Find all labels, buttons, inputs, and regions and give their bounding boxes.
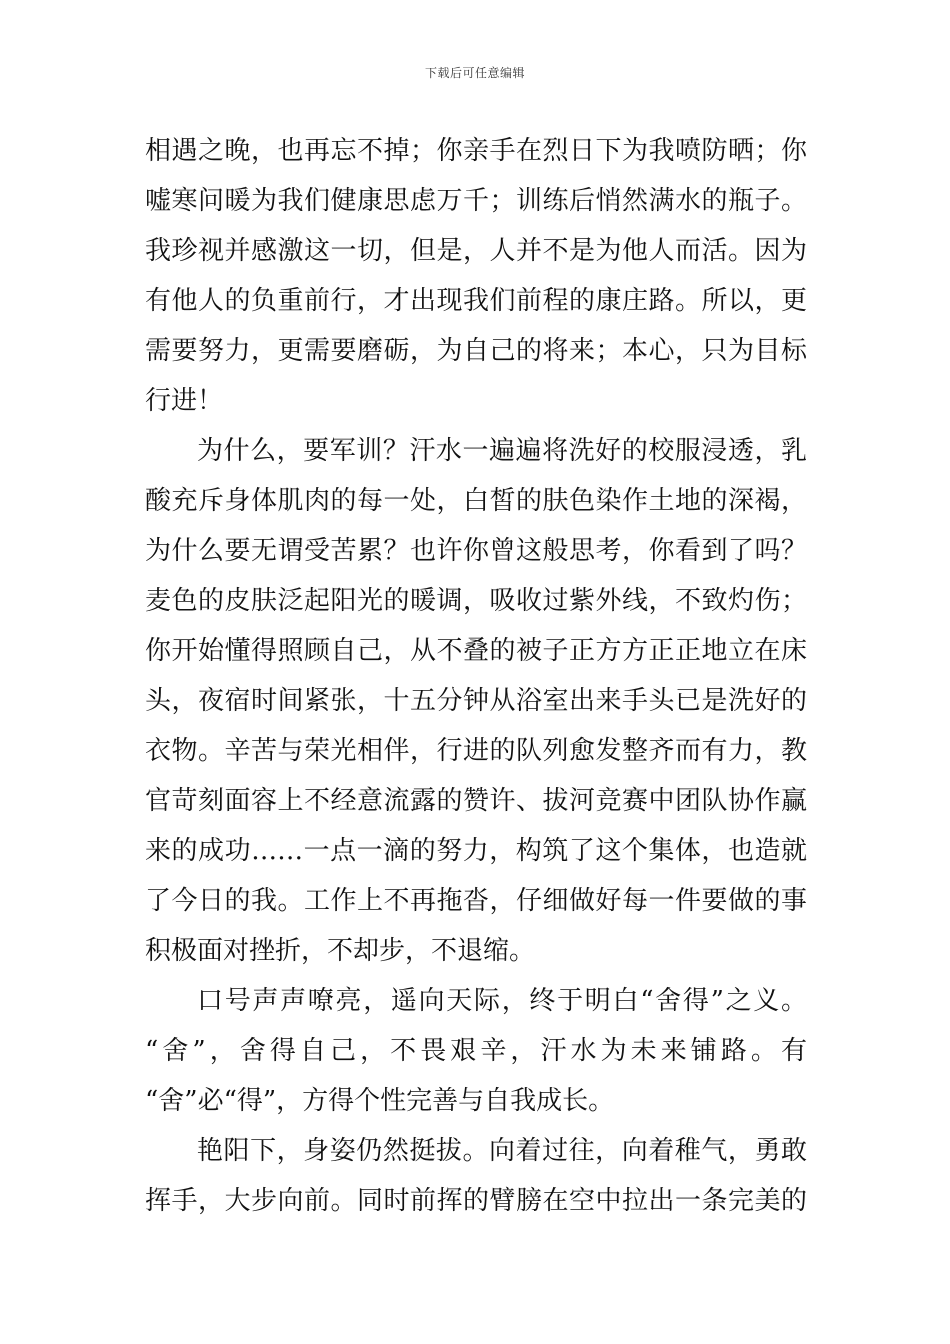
- text-line: 头，夜宿时间紧张，十五分钟从浴室出来手头已是洗好的: [145, 686, 807, 716]
- text-line: 你开始懂得照顾自己，从不叠的被子正方方正正地立在床: [145, 636, 807, 666]
- text-line: 为什么，要军训？汗水一遍遍将洗好的校服浸透，乳: [197, 436, 807, 466]
- text-line: 衣物。辛苦与荣光相伴，行进的队列愈发整齐而有力，教: [145, 736, 807, 766]
- text-line: “舍”必“得”，方得个性完善与自我成长。: [145, 1086, 615, 1116]
- body-text: [145, 126, 807, 1226]
- page-header: 下载后可任意编辑: [424, 66, 525, 80]
- text-line: 酸充斥身体肌肉的每一处，白皙的肤色染作土地的深褐，: [145, 486, 807, 516]
- text-line: 我珍视并感激这一切，但是，人并不是为他人而活。因为: [145, 236, 807, 266]
- text-line: 了今日的我。工作上不再拖沓，仔细做好每一件要做的事: [145, 886, 807, 916]
- text-line: 挥手，大步向前。同时前挥的臂膀在空中拉出一条完美的: [145, 1186, 807, 1216]
- text-line: 积极面对挫折，不却步，不退缩。: [145, 936, 536, 966]
- text-line: 相遇之晚，也再忘不掉；你亲手在烈日下为我喷防晒；你: [145, 136, 807, 166]
- text-line: 行进！: [145, 386, 224, 416]
- text-line: 口号声声嘹亮，遥向天际，终于明白“舍得”之义。: [197, 986, 807, 1016]
- text-line: 官苛刻面容上不经意流露的赞许、拔河竞赛中团队协作赢: [145, 786, 807, 816]
- text-line: 艳阳下，身姿仍然挺拔。向着过往，向着稚气，勇敢: [197, 1136, 807, 1166]
- text-line: 嘘寒问暖为我们健康思虑万千；训练后悄然满水的瓶子。: [145, 186, 807, 216]
- text-line: “舍”，舍得自己，不畏艰辛，汗水为未来铺路。有: [145, 1036, 807, 1066]
- text-line: 来的成功……一点一滴的努力，构筑了这个集体，也造就: [145, 836, 807, 866]
- text-line: 需要努力，更需要磨砺，为自己的将来；本心，只为目标: [145, 336, 807, 366]
- text-line: 有他人的负重前行，才出现我们前程的康庄路。所以，更: [145, 286, 807, 316]
- text-line: 麦色的皮肤泛起阳光的暖调，吸收过紫外线，不致灼伤；: [145, 586, 807, 616]
- text-line: 为什么要无谓受苦累？也许你曾这般思考，你看到了吗？: [145, 536, 807, 566]
